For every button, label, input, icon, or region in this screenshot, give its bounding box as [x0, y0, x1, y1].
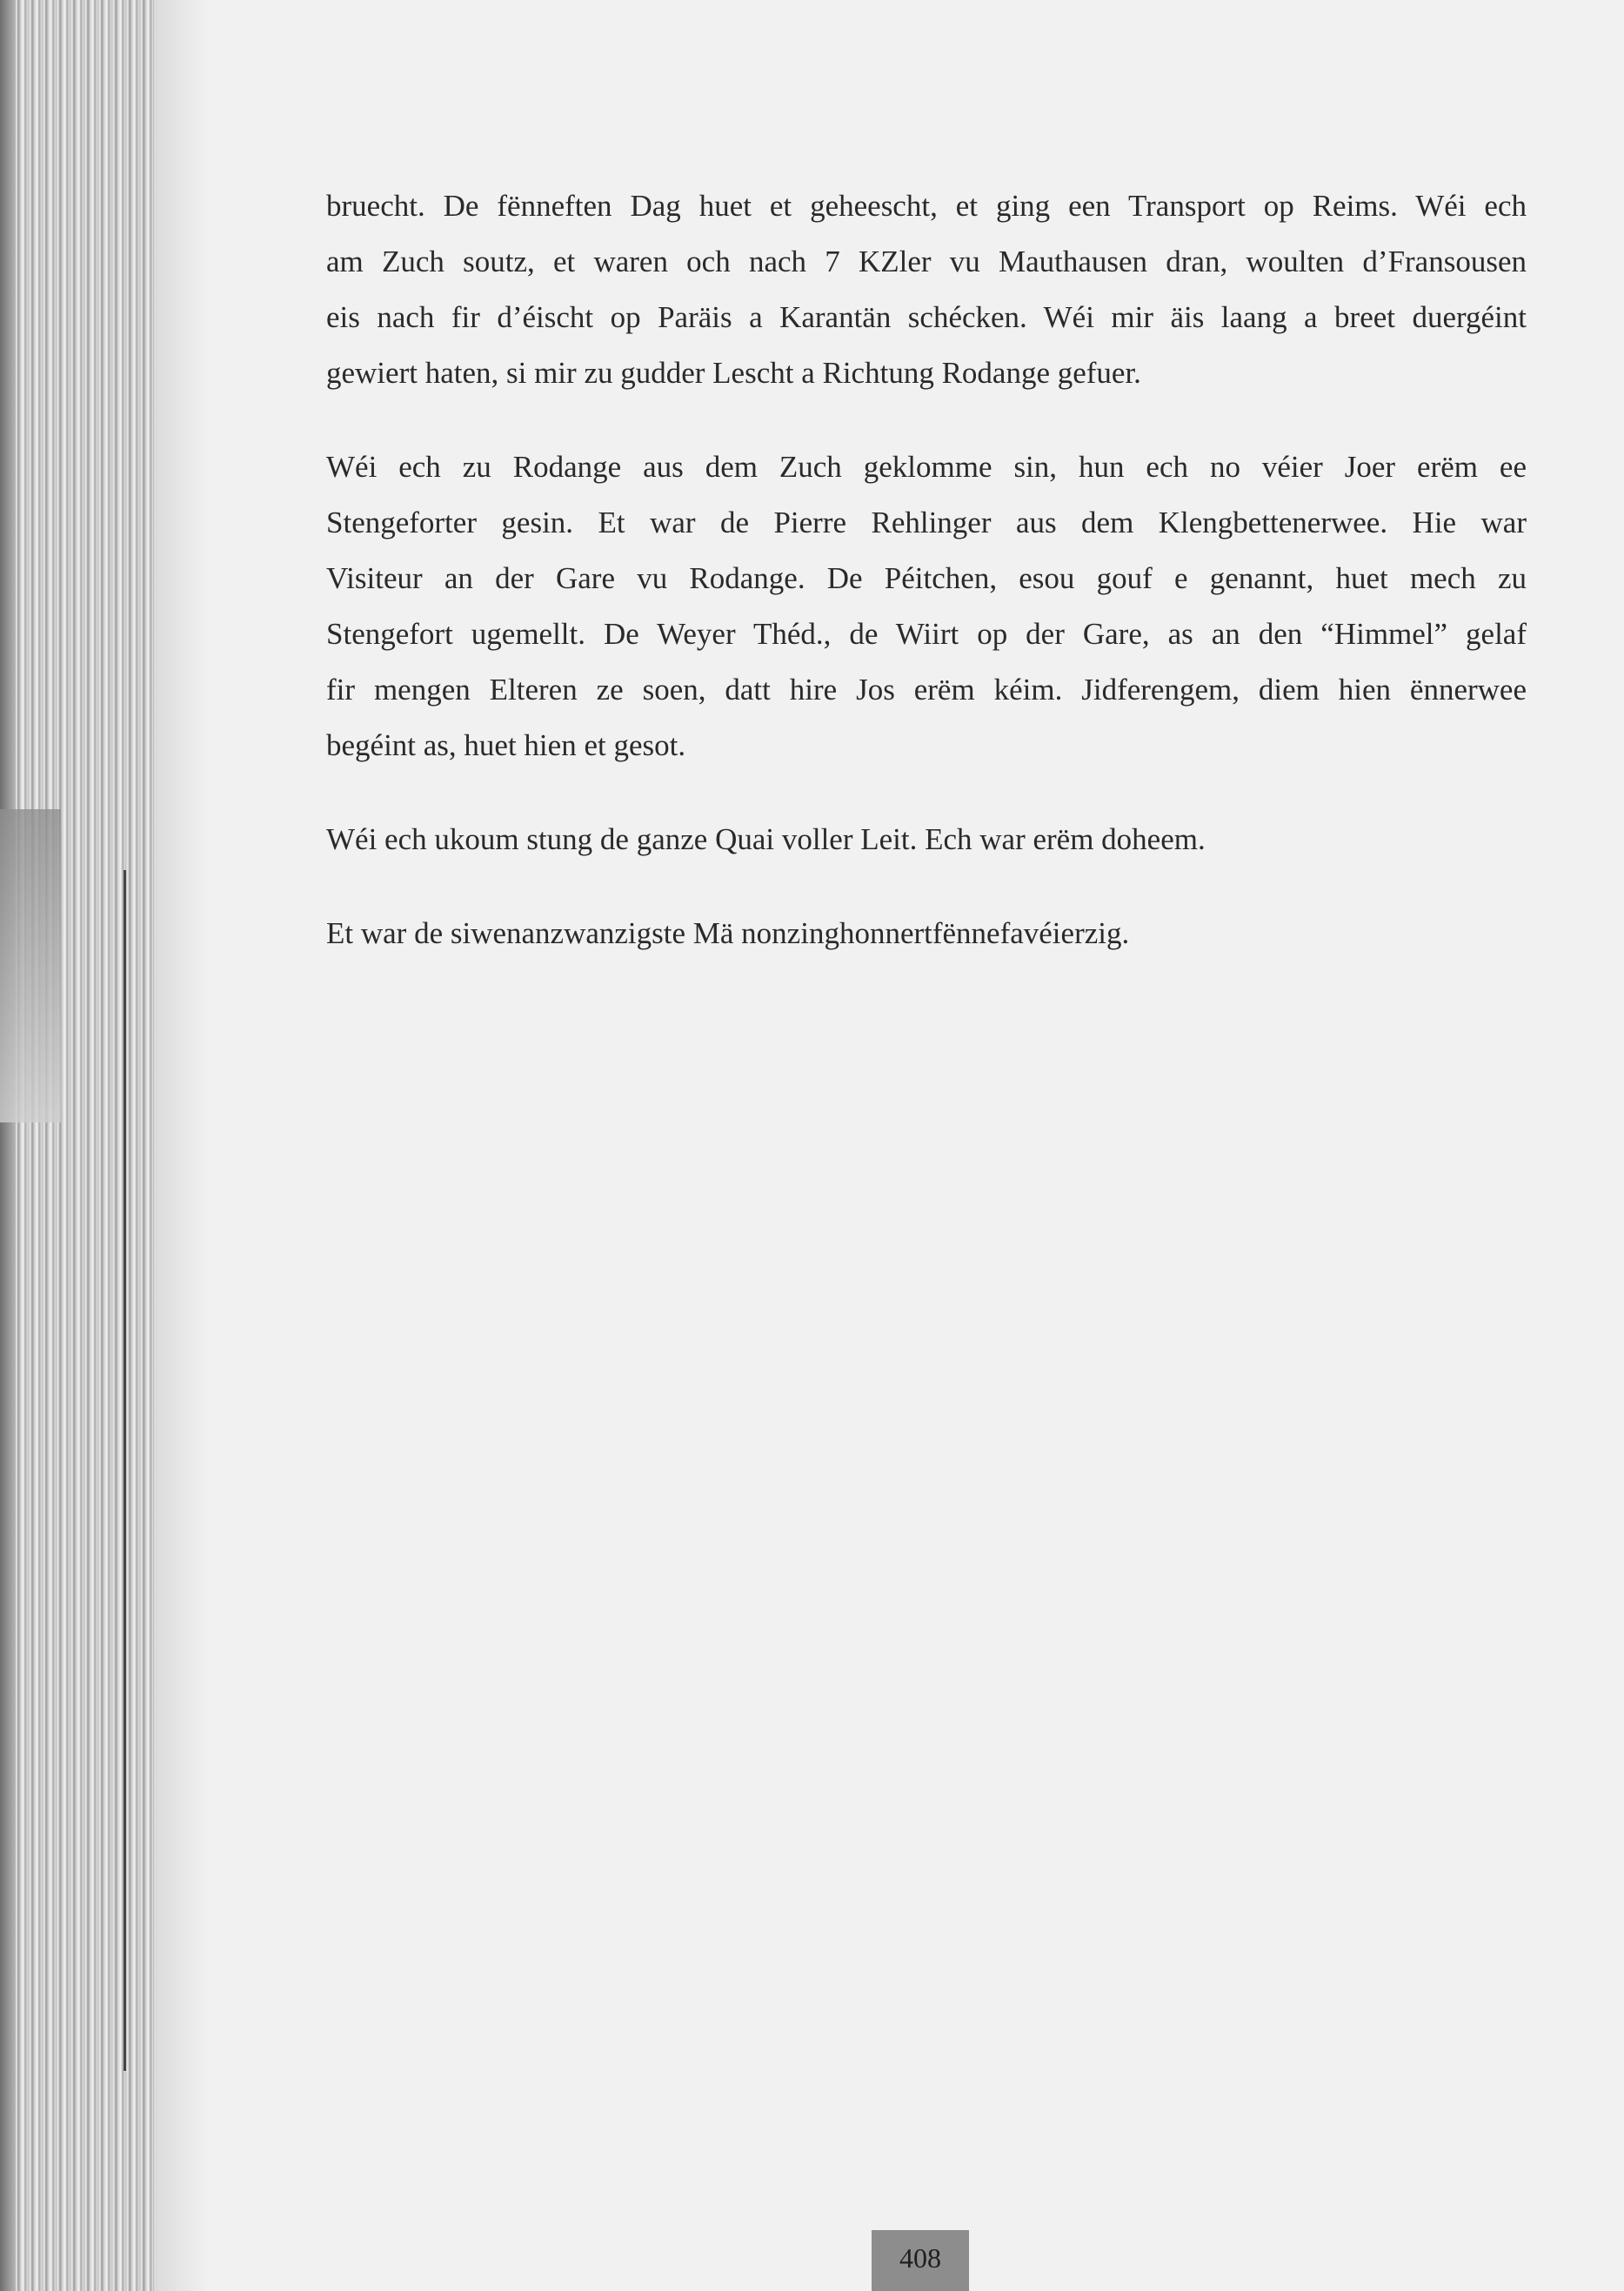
gutter-shade [0, 809, 61, 1122]
paragraph-3 [326, 812, 1527, 867]
text-line: am Zuch soutz, et waren och nach 7 KZler vu Mauthausen dran, woulten d’Fransousen [326, 245, 1527, 278]
paragraph-1 [326, 178, 1527, 401]
book-gutter [0, 0, 157, 2291]
text-line: Stengeforter gesin. Et war de Pierre Rehlinger aus dem Klengbettenerwee. Hie war [326, 506, 1527, 539]
text-line: eis nach fir d’éischt op Paräis a Karantän schécken. Wéi mir äis laang a breet duergéint [326, 300, 1527, 334]
text-line: Et war de siwenanzwanzigste Mä nonzinghonnertfënnefavéierzig. [326, 916, 1130, 950]
paragraph-4 [326, 906, 1527, 961]
text-line: fir mengen Elteren ze soen, datt hire Jos erëm kéim. Jidferengem, diem hien ënnerwee [326, 673, 1527, 707]
text-line: Visiteur an der Gare vu Rodange. De Péitchen, esou gouf e genannt, huet mech zu [326, 561, 1527, 595]
gutter-line [124, 870, 126, 2071]
text-line: Stengefort ugemellt. De Weyer Théd., de Wiirt op der Gare, as an den “Himmel” gelaf [326, 617, 1527, 651]
page-number-box [872, 2230, 969, 2291]
text-line: bruecht. De fënneften Dag huet et geheescht, et ging een Transport op Reims. Wéi ech [326, 189, 1527, 223]
text-line: Wéi ech zu Rodange aus dem Zuch geklomme sin, hun ech no véier Joer erëm ee [326, 450, 1527, 484]
paragraph-2 [326, 439, 1527, 774]
page-number: 408 [899, 2242, 941, 2274]
body-text [326, 178, 1527, 1000]
text-line: Wéi ech ukoum stung de ganze Quai voller Leit. Ech war erëm doheem. [326, 822, 1206, 856]
text-line: gewiert haten, si mir zu gudder Lescht a Richtung Rodange gefuer. [326, 356, 1141, 390]
page-edge-fade [157, 0, 209, 2291]
gutter-shadow [0, 0, 16, 2291]
text-line: begéint as, huet hien et gesot. [326, 728, 686, 762]
